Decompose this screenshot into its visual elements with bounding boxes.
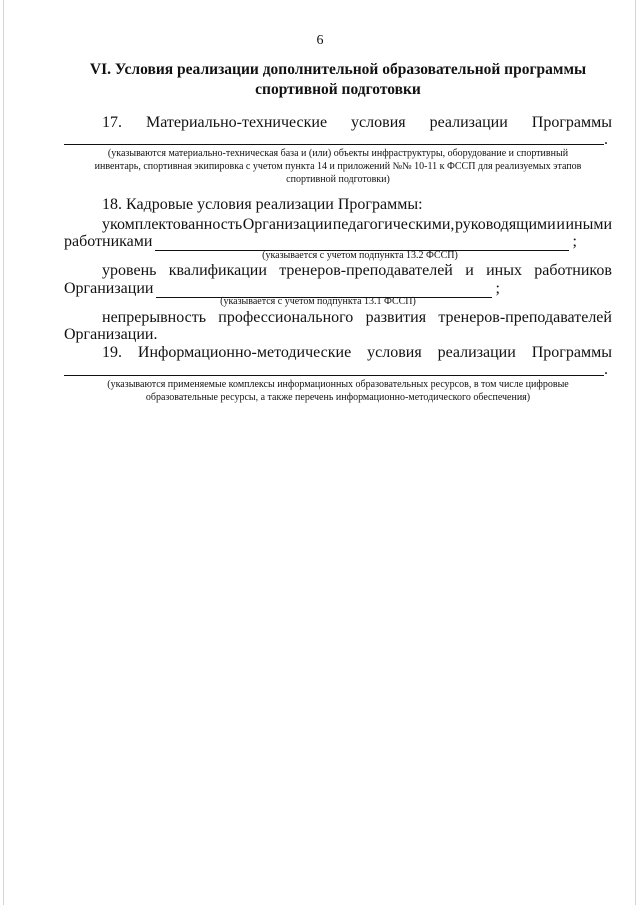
item-19-end-mark: . bbox=[604, 361, 608, 378]
continuity-word: профессионального bbox=[218, 309, 354, 326]
item-19-line bbox=[102, 344, 612, 362]
page-number: 6 bbox=[316, 33, 324, 48]
item-18-title: 18. Кадровые условия реализации Программы: bbox=[102, 196, 423, 213]
qualification-word: квалификации bbox=[168, 262, 267, 279]
qualification-end-mark: ; bbox=[495, 280, 500, 297]
qualification-tail: Организации bbox=[64, 280, 154, 297]
item-19-note-line-1: (указываются применяемые комплексы информационных образовательных ресурсов, в том числе цифровые bbox=[107, 379, 569, 390]
staffing-word: иными bbox=[565, 216, 612, 233]
item-17-note bbox=[66, 147, 610, 186]
item-19-word: Информационно-методические bbox=[137, 344, 352, 361]
continuity-word: развития bbox=[365, 309, 427, 326]
scan-right-edge bbox=[635, 0, 636, 905]
qualification-word: и bbox=[465, 262, 474, 279]
staffing-word: педагогическими, bbox=[332, 216, 455, 233]
scan-left-edge bbox=[3, 0, 4, 905]
staffing-tail: работниками bbox=[64, 233, 153, 250]
item-17-word: условия bbox=[351, 114, 406, 131]
item-17-note-line-2: инвентарь, спортивная экипировка с учетом пункта 14 и приложений №№ 10-11 к ФССП для реализуемых этапов bbox=[94, 161, 582, 172]
qualification-word: тренеров-преподавателей bbox=[279, 262, 453, 279]
item-19-word: Программы bbox=[531, 344, 612, 361]
continuity-tail: Организации. bbox=[64, 326, 158, 343]
qualification-note: (указывается с учетом подпункта 13.1 ФССП) bbox=[220, 296, 416, 307]
staffing-word: руководящими bbox=[454, 216, 556, 233]
item-17-line bbox=[102, 114, 612, 132]
item-17-end-mark: . bbox=[604, 131, 608, 148]
item-19-word: условия bbox=[367, 344, 422, 361]
section-heading-line-2: спортивной подготовки bbox=[255, 81, 421, 98]
staffing-word: и bbox=[556, 216, 565, 233]
item-19-number: 19. bbox=[102, 344, 122, 361]
continuity-word: тренеров-преподавателей bbox=[438, 309, 612, 326]
item-19-word: реализации bbox=[437, 344, 516, 361]
item-17-note-line-1: (указываются материально-техническая база и (или) объекты инфраструктуры, оборудование и спортивный bbox=[107, 148, 569, 159]
section-heading bbox=[62, 60, 614, 100]
qualification-word: иных bbox=[486, 262, 522, 279]
item-19-blank-line bbox=[64, 375, 604, 376]
qualification-line bbox=[102, 262, 612, 280]
qualification-word: уровень bbox=[102, 262, 157, 279]
item-17-number: 17. bbox=[102, 114, 122, 131]
continuity-word: непрерывность bbox=[102, 309, 206, 326]
staffing-word: Организации bbox=[242, 216, 333, 233]
section-heading-line-1: VI. Условия реализации дополнительной образовательной программы bbox=[89, 61, 587, 78]
qualification-word: работников bbox=[534, 262, 612, 279]
staffing-line bbox=[102, 216, 612, 234]
item-17-word: реализации bbox=[429, 114, 508, 131]
staffing-word: укомплектованность bbox=[102, 216, 243, 233]
item-17-note-line-3: спортивной подготовки) bbox=[286, 174, 390, 185]
staffing-note: (указывается с учетом подпункта 13.2 ФССП) bbox=[262, 250, 458, 261]
item-17-word: Программы bbox=[531, 114, 612, 131]
item-19-note bbox=[66, 378, 610, 404]
item-17-word: Материально-технические bbox=[145, 114, 328, 131]
staffing-end-mark: ; bbox=[572, 233, 577, 250]
item-17-blank-line bbox=[64, 144, 604, 145]
continuity-line bbox=[102, 309, 612, 327]
item-19-note-line-2: образовательные ресурсы, а также перечень информационно-методического обеспечения) bbox=[145, 392, 531, 403]
